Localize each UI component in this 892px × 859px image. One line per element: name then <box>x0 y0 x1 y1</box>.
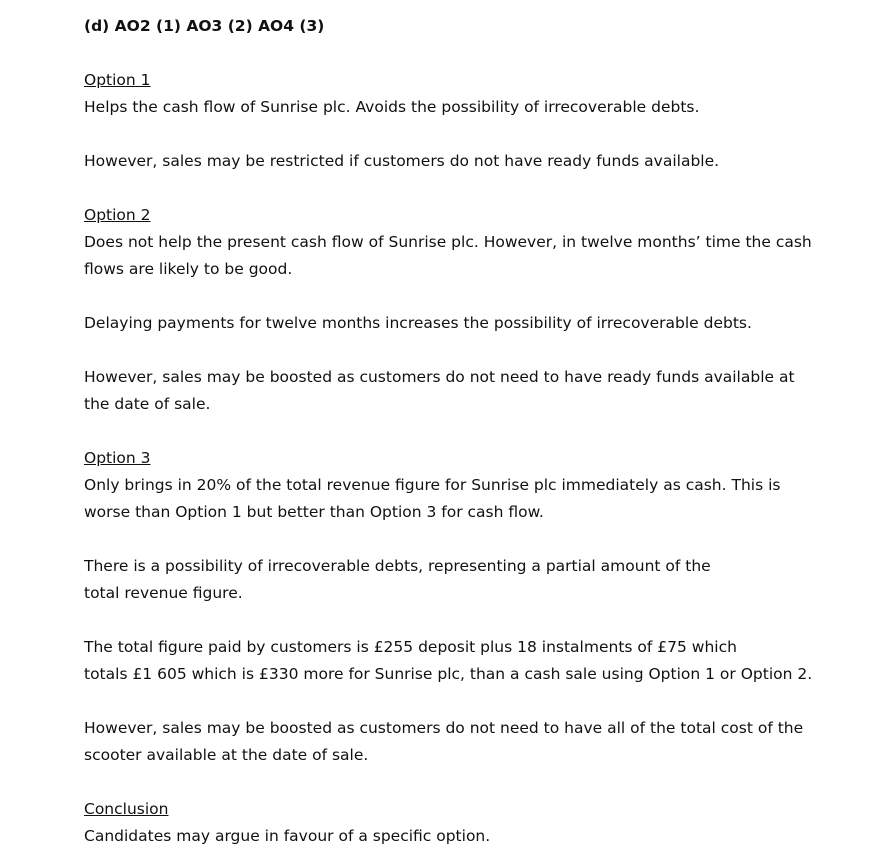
paragraph-line: scooter available at the date of sale. <box>84 746 369 764</box>
conclusion-paragraph: Candidates may argue in favour of a specific option. <box>84 827 491 845</box>
spacer <box>84 418 874 445</box>
spacer <box>84 769 874 796</box>
option-3-paragraph-1 <box>84 472 874 526</box>
option-3-section <box>84 445 874 769</box>
paragraph-line: flows are likely to be good. <box>84 260 293 278</box>
spacer <box>84 283 874 310</box>
paragraph-line: There is a possibility of irrecoverable debts, representing a partial amount of the <box>84 557 711 575</box>
conclusion-section <box>84 796 874 850</box>
paragraph-line: worse than Option 1 but better than Option 3 for cash flow. <box>84 503 544 521</box>
spacer <box>84 40 874 67</box>
paragraph-line: total revenue figure. <box>84 584 243 602</box>
spacer <box>84 526 874 553</box>
option-1-title: Option 1 <box>84 71 151 89</box>
paragraph-line: However, sales may be boosted as customers do not need to have ready funds available at <box>84 368 795 386</box>
mark-scheme-page <box>84 13 874 850</box>
option-3-paragraph-4 <box>84 715 874 769</box>
option-1-paragraph-1: Helps the cash flow of Sunrise plc. Avoids the possibility of irrecoverable debts. <box>84 98 700 116</box>
option-1-paragraph-2: However, sales may be restricted if customers do not have ready funds available. <box>84 152 720 170</box>
spacer <box>84 175 874 202</box>
option-3-paragraph-3 <box>84 634 874 688</box>
paragraph-line: Does not help the present cash flow of Sunrise plc. However, in twelve months’ time the cash <box>84 233 812 251</box>
option-3-paragraph-2 <box>84 553 874 607</box>
paragraph-line: However, sales may be boosted as customers do not need to have all of the total cost of the <box>84 719 804 737</box>
paragraph-line: The total figure paid by customers is £255 deposit plus 18 instalments of £75 which <box>84 638 737 656</box>
option-2-title: Option 2 <box>84 206 151 224</box>
paragraph-line: Only brings in 20% of the total revenue figure for Sunrise plc immediately as cash. This is <box>84 476 781 494</box>
option-2-paragraph-3 <box>84 364 874 418</box>
paragraph-line: the date of sale. <box>84 395 211 413</box>
option-2-paragraph-2: Delaying payments for twelve months increases the possibility of irrecoverable debts. <box>84 314 752 332</box>
spacer <box>84 121 874 148</box>
option-2-section <box>84 202 874 418</box>
option-1-section <box>84 67 874 175</box>
spacer <box>84 688 874 715</box>
spacer <box>84 607 874 634</box>
spacer <box>84 337 874 364</box>
option-2-paragraph-1 <box>84 229 874 283</box>
option-3-title: Option 3 <box>84 449 151 467</box>
paragraph-line: totals £1 605 which is £330 more for Sunrise plc, than a cash sale using Option 1 or Option 2. <box>84 665 813 683</box>
conclusion-title: Conclusion <box>84 800 169 818</box>
question-heading: (d) AO2 (1) AO3 (2) AO4 (3) <box>84 17 325 35</box>
